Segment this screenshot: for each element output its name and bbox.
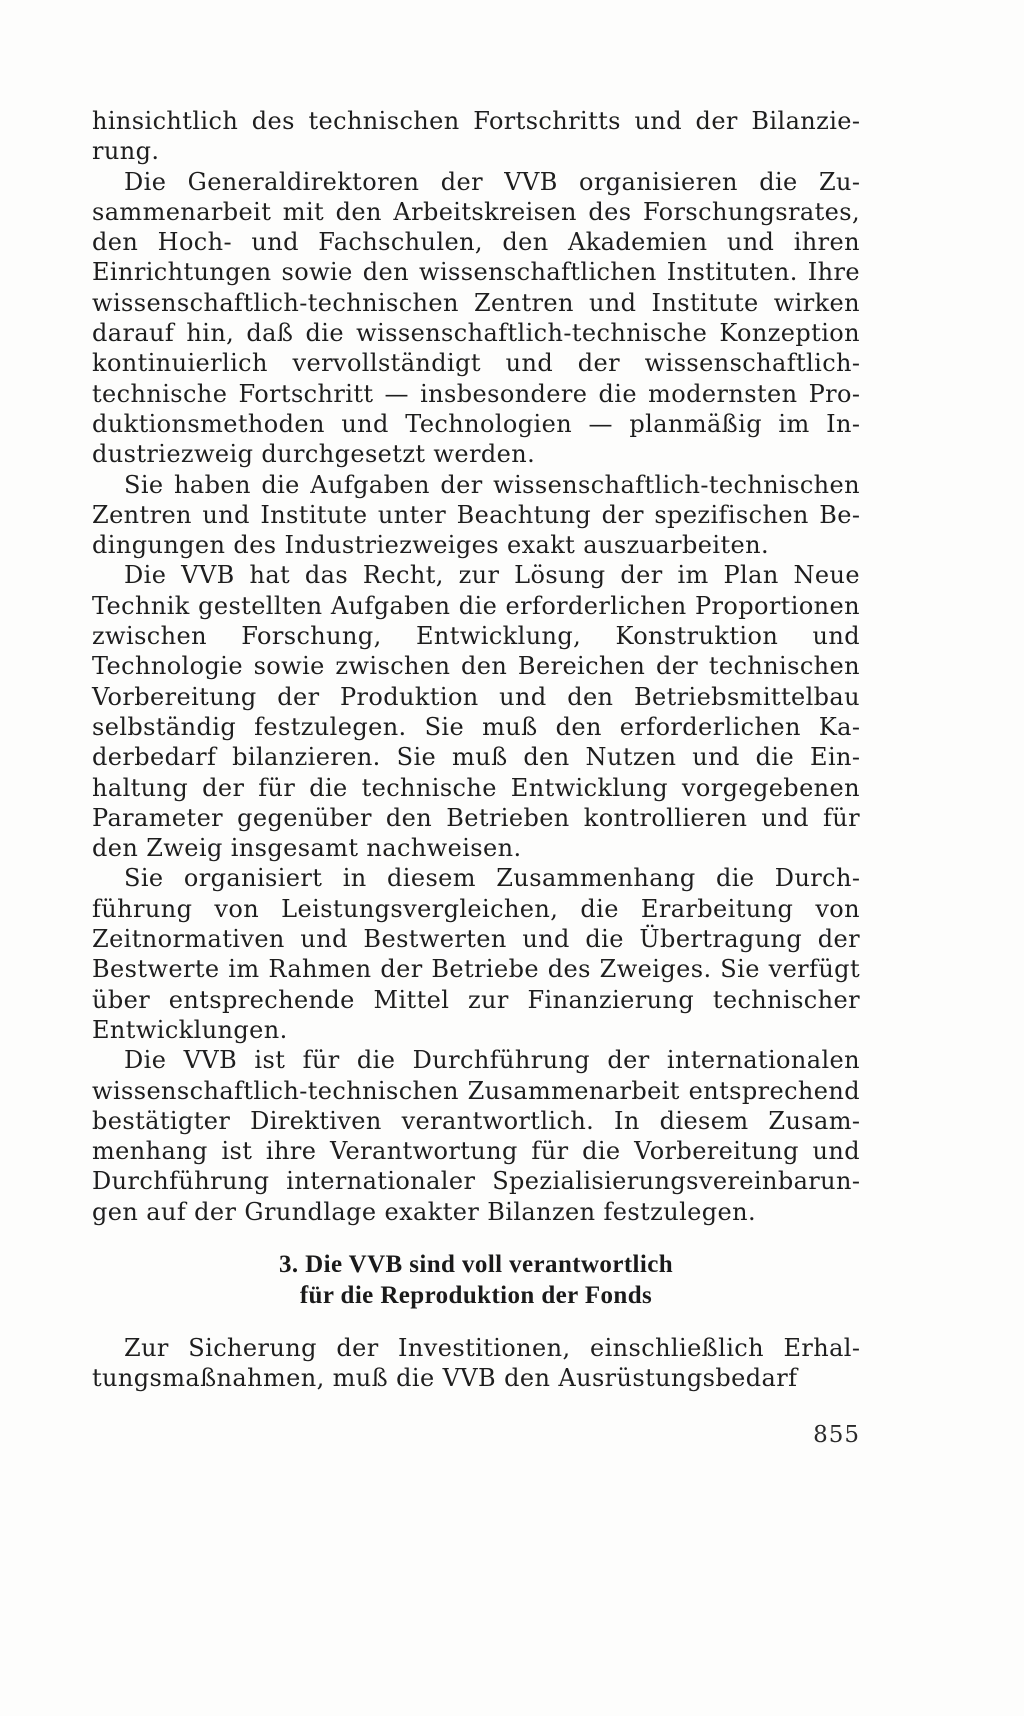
- paragraph-investitionen: Zur Sicherung der Investitionen, einschließlich Erhaltungsmaßnahmen, muß die VVB den Ausrüstungsbedarf: [92, 1333, 860, 1393]
- body-text: [92, 106, 860, 1394]
- page-number: 855: [813, 1422, 860, 1448]
- section-heading-line-2: für die Reproduktion der Fonds: [299, 1281, 653, 1309]
- paragraph-recht: Die VVB hat das Recht, zur Lösung der im Plan Neue Technik gestellten Aufgaben die erforderlichen Proportionen zwischen Forschung, Entwicklung, Konstruktion und Technologie sowie zwischen den Bereichen der technischen Vorbereitung der Produktion und den Betriebsmittelbau selbständig festzulegen. Sie muß den erforderlichen Kaderbedarf bilanzieren. Sie muß den Nutzen und die Einhaltung der für die technische Entwicklung vorgegebenen Parameter gegenüber den Betrieben kontrollieren und für den Zweig insgesamt nachweisen.: [92, 561, 860, 863]
- paragraph-aufgaben: Sie haben die Aufgaben der wissenschaftlich-technischen Zentren und Institute unter Beachtung der spezifischen Bedingungen des Industriezweiges exakt auszuarbeiten.: [92, 470, 860, 560]
- paragraph-continuation: hinsichtlich des technischen Fortschritts und der Bilanzierung.: [92, 107, 860, 166]
- section-heading: [92, 1249, 860, 1311]
- paragraph-internationale-zusammenarbeit: Die VVB ist für die Durchführung der internationalen wissenschaftlich-technischen Zusammenarbeit entsprechend bestätigter Direktiven verantwortlich. In diesem Zusammenhang ist ihre Verantwortung für die Vorbereitung und Durchführung internationaler Spezialisierungsvereinbarungen auf der Grundlage exakter Bilanzen festzulegen.: [92, 1046, 860, 1226]
- paragraph-generaldirektoren: Die Generaldirektoren der VVB organisieren die Zusammenarbeit mit den Arbeitskreisen des Forschungsrates, den Hoch- und Fachschulen, den Akademien und ihren Einrichtungen sowie den wissenschaftlichen Instituten. Ihre wissenschaftlich-technischen Zentren und Institute wirken darauf hin, daß die wissenschaftlich-technische Konzeption kontinuierlich vervollständigt und der wissenschaftlichtechnische Fortschritt — insbesondere die modernsten Produktionsmethoden und Technologien — planmäßig im Industriezweig durchgesetzt werden.: [92, 167, 860, 469]
- paragraph-leistungsvergleiche: Sie organisiert in diesem Zusammenhang die Durchführung von Leistungsvergleichen, die Erarbeitung von Zeitnormativen und Bestwerten und die Übertragung der Bestwerte im Rahmen der Betriebe des Zweiges. Sie verfügt über entsprechende Mittel zur Finanzierung technischer Entwicklungen.: [92, 864, 860, 1044]
- section-heading-line-1: 3. Die VVB sind voll verantwortlich: [278, 1250, 674, 1278]
